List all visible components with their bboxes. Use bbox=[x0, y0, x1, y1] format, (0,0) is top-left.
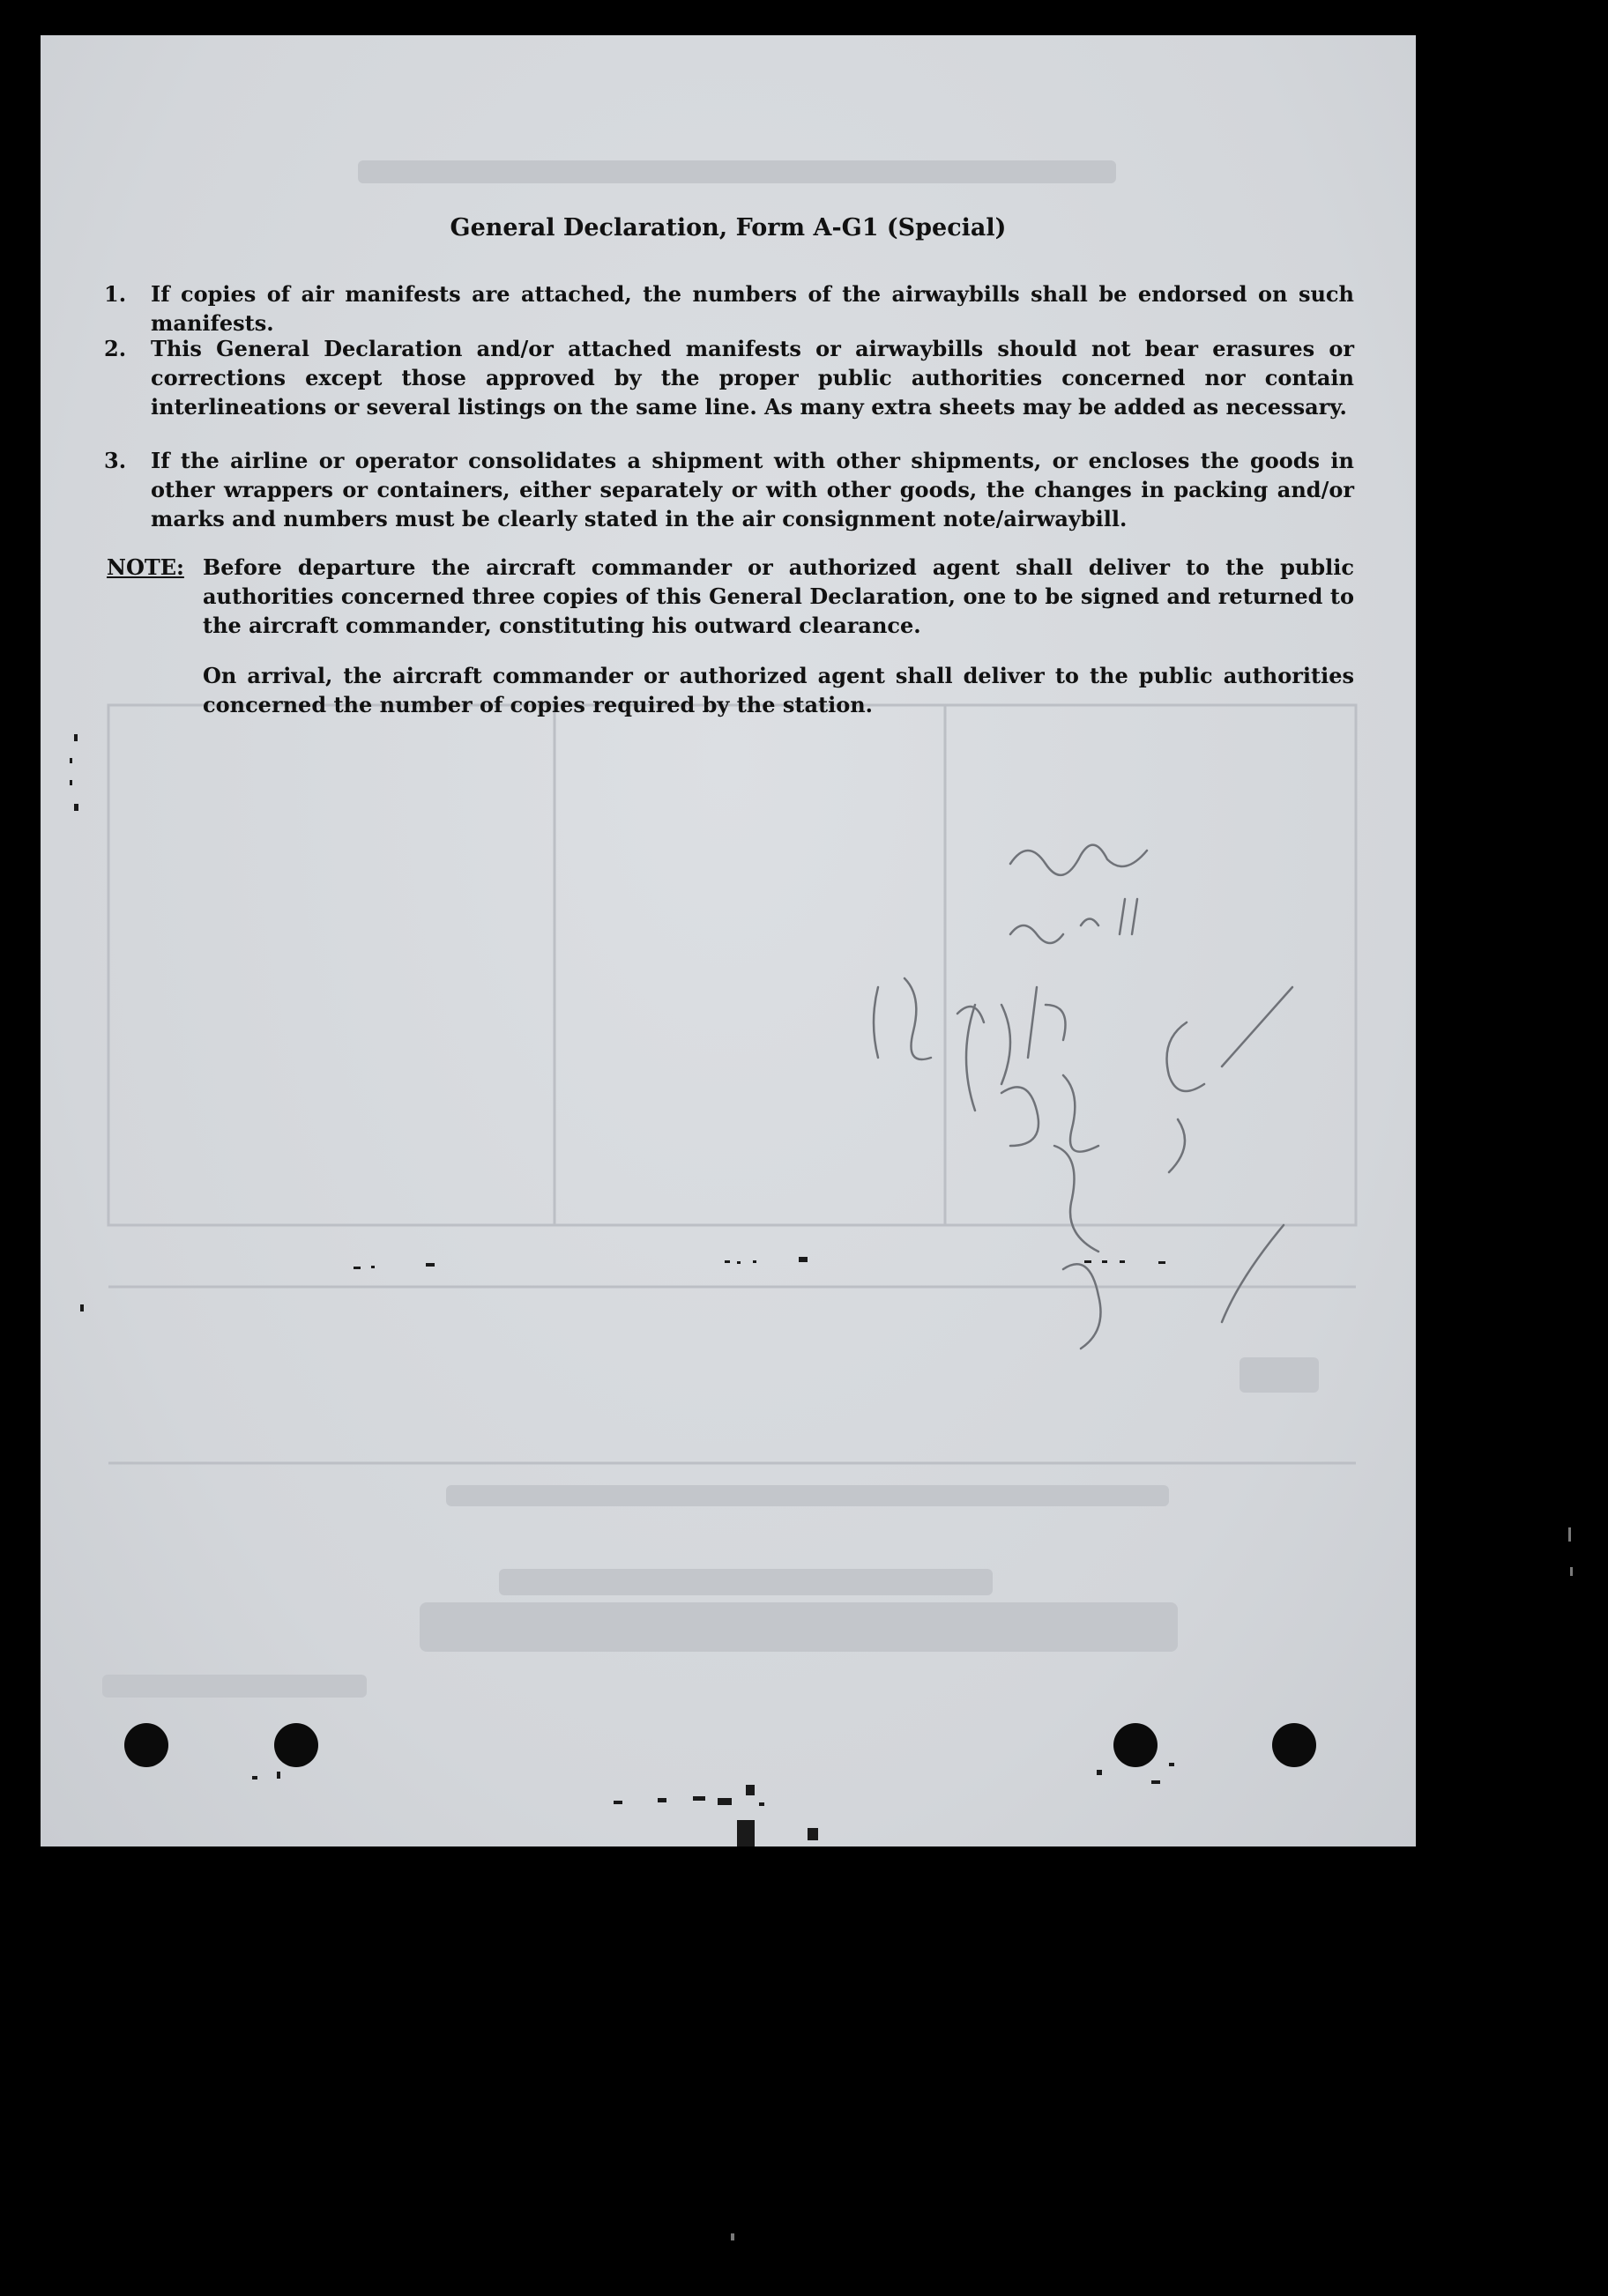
item-text-1: If copies of air manifests are attached, the numbers of the airwaybills shall be endorsed on such manifests. bbox=[151, 281, 1354, 336]
note-paragraph-2: On arrival, the aircraft commander or authorized agent shall deliver to the public authorities concerned the number of copies required by the station. bbox=[203, 663, 1354, 717]
item-text-3: If the airline or operator consolidates a shipment with other shipments, or encloses the goods in other wrappers or containers, either separately or with other goods, the changes in packing and/or marks and numbers must be clearly stated in the air consignment note/airwaybill. bbox=[151, 448, 1354, 531]
item-text-2: This General Declaration and/or attached manifests or airwaybills should not bear erasures or corrections except those approved by the proper public authorities concerned nor contain interlineations or several listings on the same line. As many extra sheets may be added as necessary. bbox=[151, 336, 1354, 420]
note-label: NOTE: bbox=[107, 554, 184, 580]
item-number-2: 2. bbox=[104, 336, 127, 361]
item-number-3: 3. bbox=[104, 448, 127, 473]
page-title: General Declaration, Form A-G1 (Special) bbox=[450, 214, 1007, 241]
item-number-1: 1. bbox=[104, 281, 127, 307]
note-paragraph-1: Before departure the aircraft commander or authorized agent shall deliver to the public authorities concerned three copies of this General Declaration, one to be signed and returned to the aircraft commander, constituting his outward clearance. bbox=[203, 554, 1354, 638]
